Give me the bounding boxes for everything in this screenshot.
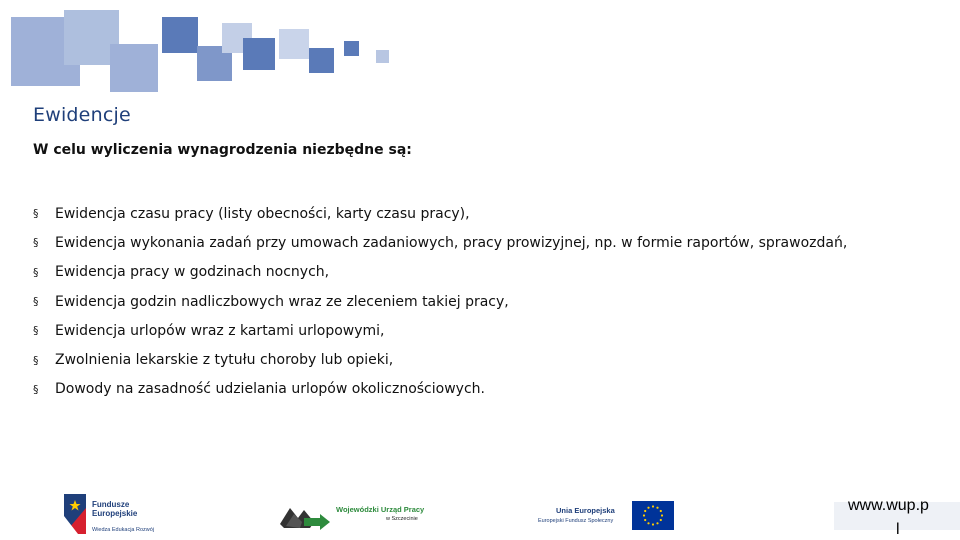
eu-flag-icon (632, 501, 674, 530)
bullet-icon: § (33, 265, 39, 279)
decor-square (376, 50, 389, 63)
page-subtitle: W celu wyliczenia wynagrodzenia niezbędne są: (33, 142, 412, 158)
website-box (834, 497, 960, 538)
wup-logo-subtitle: w Szczecinie (386, 516, 418, 522)
page-title: Ewidencje (33, 104, 131, 126)
bullet-icon: § (33, 207, 39, 221)
ue-logo-subtitle: Europejski Fundusz Społeczny (538, 518, 614, 524)
wup-logo-title: Wojewódzki Urząd Pracy (336, 505, 425, 514)
decor-square (110, 44, 158, 92)
bullet-icon: § (33, 324, 39, 338)
wup-mark-icon (280, 500, 330, 530)
list-item-label: Zwolnienia lekarskie z tytułu choroby lub opieki, (55, 352, 394, 369)
list-item (33, 199, 847, 228)
list-item (33, 258, 847, 287)
ue-logo (538, 498, 678, 530)
fe-logo-subtext: Wiedza Edukacja Rozwój (92, 527, 155, 533)
bullet-list (33, 199, 847, 404)
decor-square (344, 41, 359, 56)
decor-square (279, 29, 309, 59)
bullet-icon: § (33, 295, 39, 309)
website-url-tail: l (896, 521, 900, 538)
bullet-icon: § (33, 382, 39, 396)
list-item (33, 375, 847, 404)
list-item (33, 287, 847, 316)
website-url: www.wup.p (848, 497, 929, 514)
footer-logos (0, 488, 960, 540)
list-item-label: Ewidencja pracy w godzinach nocnych, (55, 264, 330, 281)
list-item-label: Dowody na zasadność udzielania urlopów okolicznościowych. (55, 381, 485, 398)
fe-line2: Europejskie (92, 509, 138, 518)
list-item-label: Ewidencja wykonania zadań przy umowach zadaniowych, pracy prowizyjnej, np. w formie raportów, sprawozdań, (55, 234, 848, 251)
decor-square (309, 48, 334, 73)
wup-logo (280, 498, 430, 532)
decor-square (243, 38, 275, 70)
fundusze-europejskie-logo (64, 494, 174, 534)
ue-logo-title: Unia Europejska (556, 506, 615, 515)
bullet-icon: § (33, 236, 39, 250)
decor-square (162, 17, 198, 53)
fe-line1: Fundusze (92, 500, 130, 509)
list-item (33, 316, 847, 345)
list-item (33, 345, 847, 374)
list-item (33, 228, 847, 257)
bullet-icon: § (33, 353, 39, 367)
list-item-label: Ewidencja godzin nadliczbowych wraz ze zleceniem takiej pracy, (55, 293, 509, 310)
list-item-label: Ewidencja urlopów wraz z kartami urlopowymi, (55, 322, 385, 339)
fe-logo-text (92, 500, 137, 518)
list-item-label: Ewidencja czasu pracy (listy obecności, karty czasu pracy), (55, 205, 470, 222)
fe-flag-icon (64, 494, 86, 534)
